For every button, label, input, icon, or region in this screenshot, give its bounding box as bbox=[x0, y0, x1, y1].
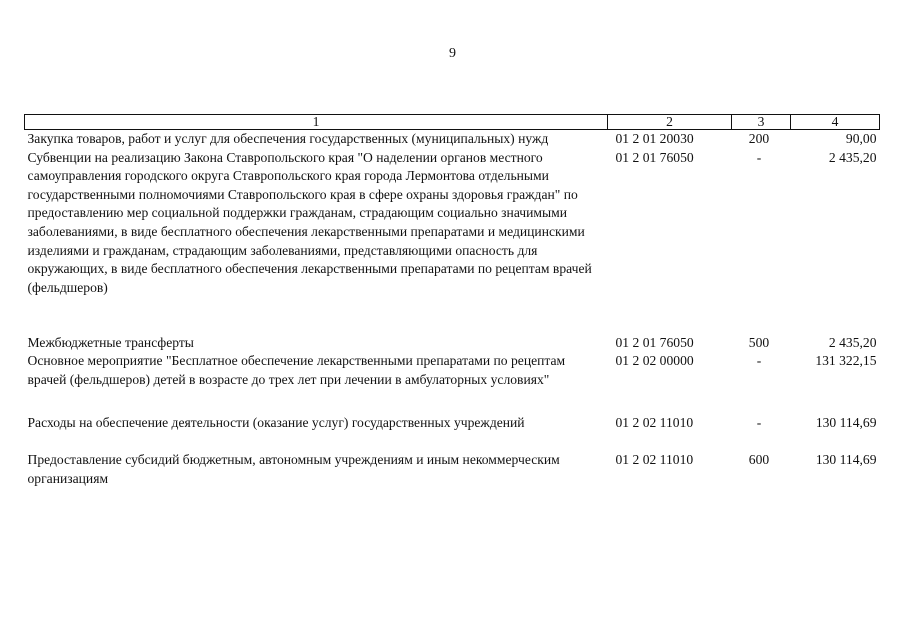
row-code: 01 2 02 11010 bbox=[615, 452, 694, 468]
row-type: - bbox=[756, 415, 762, 431]
table-row bbox=[25, 334, 880, 353]
table-row bbox=[25, 451, 880, 488]
row-code: 01 2 01 20030 bbox=[615, 131, 694, 146]
row-name: Закупка товаров, работ и услуг для обеспечения государственных (муниципальных) нужд bbox=[27, 131, 549, 146]
row-name: Основное мероприятие "Бесплатное обеспечение лекарственными препаратами по рецептам врачей (фельдшеров) детей в возрасте до трех лет при лечении в амбулаторных условиях" bbox=[27, 353, 566, 387]
row-type: - bbox=[756, 149, 762, 165]
row-sum: 2 435,20 bbox=[828, 334, 877, 350]
row-type: 500 bbox=[748, 334, 770, 350]
budget-table bbox=[24, 114, 880, 488]
header-col-3: 3 bbox=[732, 115, 791, 130]
row-type: 600 bbox=[748, 452, 770, 468]
row-type: 200 bbox=[748, 131, 770, 146]
table-row bbox=[25, 130, 880, 149]
row-name: Расходы на обеспечение деятельности (оказание услуг) государственных учреждений bbox=[27, 415, 525, 431]
row-name: Межбюджетные трансферты bbox=[27, 334, 194, 350]
header-col-2: 2 bbox=[608, 115, 732, 130]
row-name: Субвенции на реализацию Закона Ставропольского края "О наделении органов местного самоуправления городского округа Ставропольского края города Лермонтова отдельными государственными полномочиями Ставропольского края в сфере охраны здоровья граждан" по предоставлению мер социальной поддержки гражданам, страдающим социально значимыми заболеваниями, в виде бесплатного обеспечения лекарственными препаратами и медицинскими изделиями и гражданам, страдающим заболеваниями, представляющими опасность для окружающих, в виде бесплатного обеспечения лекарственными препаратами по рецептам врачей (фельдшеров) bbox=[27, 149, 592, 295]
row-type: - bbox=[756, 353, 762, 369]
row-sum: 90,00 bbox=[845, 131, 877, 146]
row-code: 01 2 02 11010 bbox=[615, 415, 694, 431]
table-row bbox=[25, 352, 880, 414]
row-code: 01 2 01 76050 bbox=[615, 334, 694, 350]
row-name: Предоставление субсидий бюджетным, автономным учреждениям и иным некоммерческим организациям bbox=[27, 452, 560, 486]
row-code: 01 2 01 76050 bbox=[615, 149, 694, 165]
table-row bbox=[25, 414, 880, 451]
table-header-row bbox=[25, 115, 880, 130]
header-col-4: 4 bbox=[791, 115, 880, 130]
page-number: 9 bbox=[449, 46, 456, 61]
header-col-1: 1 bbox=[25, 115, 608, 130]
row-sum: 130 114,69 bbox=[815, 415, 877, 431]
row-code: 01 2 02 00000 bbox=[615, 353, 694, 369]
table-row bbox=[25, 149, 880, 334]
row-sum: 2 435,20 bbox=[828, 149, 877, 165]
row-sum: 131 322,15 bbox=[815, 353, 877, 369]
row-sum: 130 114,69 bbox=[815, 452, 877, 468]
